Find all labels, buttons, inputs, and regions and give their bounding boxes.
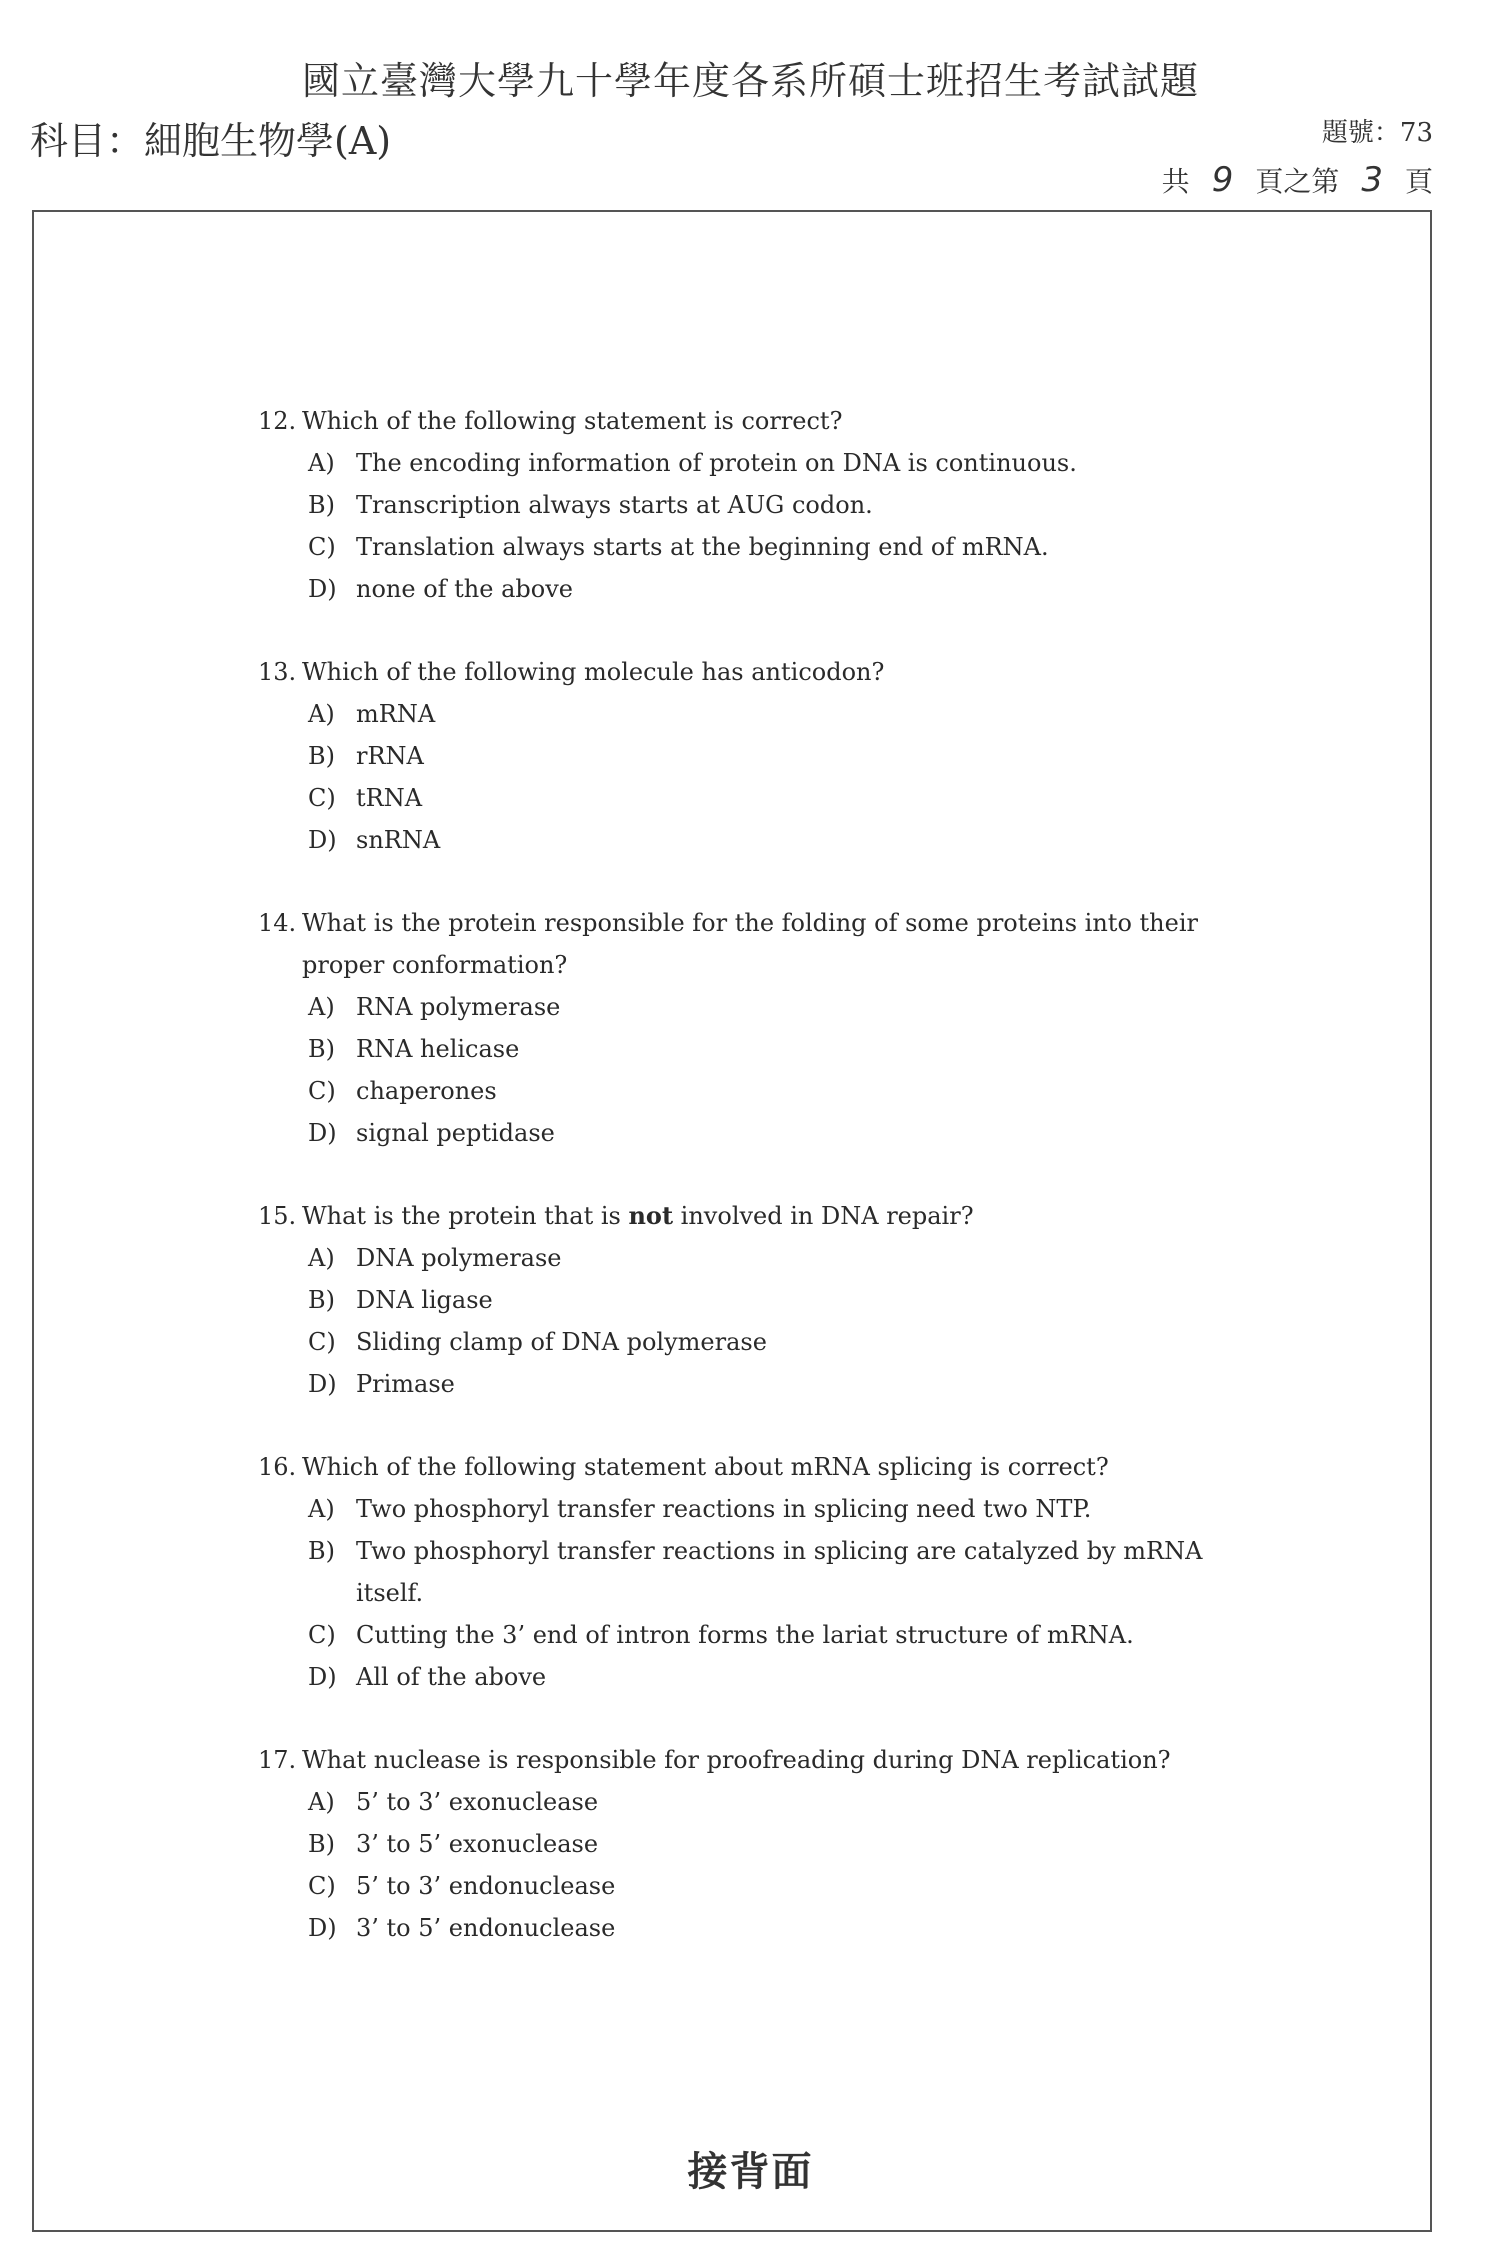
- option-label: C): [308, 1328, 336, 1356]
- option-label: D): [308, 1663, 337, 1691]
- option-label: C): [308, 1077, 336, 1105]
- question-number-label: 15.: [258, 1202, 297, 1230]
- page-total-prefix: 共: [1161, 165, 1190, 198]
- question-number-label: 16.: [258, 1453, 297, 1481]
- option-text: 3’ to 5’ endonuclease: [356, 1914, 616, 1942]
- option-text: Two phosphoryl transfer reactions in splicing need two NTP.: [356, 1495, 1092, 1523]
- option-label: A): [308, 993, 335, 1021]
- option-text: The encoding information of protein on DNA is continuous.: [356, 449, 1077, 477]
- option-text: Two phosphoryl transfer reactions in splicing are catalyzed by mRNA itself.: [356, 1537, 1203, 1607]
- option-label: B): [308, 742, 335, 770]
- option-label: B): [308, 1830, 335, 1858]
- option-b: [258, 484, 1258, 526]
- option-b: [258, 1028, 1258, 1070]
- option-c: [258, 1070, 1258, 1112]
- question-text: Which of the following statement about mRNA splicing is correct?: [302, 1453, 1109, 1481]
- page-suffix: 頁: [1404, 165, 1433, 198]
- option-text: 3’ to 5’ exonuclease: [356, 1830, 599, 1858]
- option-text: Translation always starts at the beginning end of mRNA.: [356, 533, 1049, 561]
- option-label: A): [308, 1244, 335, 1272]
- option-a: [258, 693, 1258, 735]
- page-total: 9: [1211, 160, 1234, 200]
- option-b: [258, 1279, 1258, 1321]
- option-text: tRNA: [356, 784, 423, 812]
- option-text: none of the above: [356, 575, 573, 603]
- page-mid: 頁之第: [1255, 165, 1340, 198]
- option-label: C): [308, 1621, 336, 1649]
- option-text: 5’ to 3’ endonuclease: [356, 1872, 616, 1900]
- option-text: Cutting the 3’ end of intron forms the lariat structure of mRNA.: [356, 1621, 1134, 1649]
- question-text-start: What is the protein that is: [302, 1202, 621, 1230]
- option-text: Sliding clamp of DNA polymerase: [356, 1328, 767, 1356]
- question-text: [302, 1195, 1258, 1237]
- option-b: [258, 1530, 1258, 1614]
- question-number-label: 14.: [258, 909, 297, 937]
- question-number-label: 13.: [258, 658, 297, 686]
- option-label: D): [308, 1914, 337, 1942]
- option-text: mRNA: [356, 700, 436, 728]
- option-label: A): [308, 1495, 335, 1523]
- question-14: [258, 902, 1258, 1154]
- option-text: snRNA: [356, 826, 441, 854]
- option-d: [258, 1656, 1258, 1698]
- question-text: What is the protein responsible for the folding of some proteins into their proper conformation?: [302, 909, 1198, 979]
- question-text-emphasis: not: [628, 1201, 674, 1230]
- option-label: B): [308, 1286, 335, 1314]
- option-label: A): [308, 1788, 335, 1816]
- option-text: All of the above: [356, 1663, 547, 1691]
- option-c: [258, 526, 1258, 568]
- subject-label: 科目：細胞生物學(A): [30, 119, 392, 163]
- option-text: Primase: [356, 1370, 455, 1398]
- option-d: [258, 1112, 1258, 1154]
- question-text: Which of the following statement is correct?: [302, 407, 843, 435]
- option-a: [258, 986, 1258, 1028]
- option-text: DNA ligase: [356, 1286, 493, 1314]
- option-d: [258, 1907, 1258, 1949]
- option-a: [258, 442, 1258, 484]
- question-13: [258, 651, 1258, 861]
- option-text: Transcription always starts at AUG codon.: [356, 491, 873, 519]
- option-label: D): [308, 575, 337, 603]
- option-label: D): [308, 1119, 337, 1147]
- exam-title: 國立臺灣大學九十學年度各系所碩士班招生考試試題: [301, 59, 1199, 103]
- question-12: [258, 400, 1258, 610]
- option-text: DNA polymerase: [356, 1244, 562, 1272]
- option-a: [258, 1488, 1258, 1530]
- option-text: chaperones: [356, 1077, 497, 1105]
- option-b: [258, 1823, 1258, 1865]
- option-a: [258, 1781, 1258, 1823]
- page-current: 3: [1361, 160, 1383, 200]
- option-label: D): [308, 1370, 337, 1398]
- option-label: A): [308, 449, 335, 477]
- question-text-end: involved in DNA repair?: [680, 1202, 974, 1230]
- question-text: Which of the following molecule has anticodon?: [302, 658, 885, 686]
- option-c: [258, 1865, 1258, 1907]
- question-16: [258, 1446, 1258, 1698]
- page-indicator: [1162, 160, 1433, 200]
- option-c: [258, 777, 1258, 819]
- option-label: B): [308, 491, 335, 519]
- option-label: B): [308, 1537, 335, 1565]
- question-number-label: 12.: [258, 407, 297, 435]
- option-d: [258, 568, 1258, 610]
- question-number-label: 17.: [258, 1746, 297, 1774]
- question-17: [258, 1739, 1258, 1949]
- question-list: [258, 400, 1258, 1990]
- option-text: signal peptidase: [356, 1119, 555, 1147]
- option-label: C): [308, 533, 336, 561]
- option-text: RNA polymerase: [356, 993, 561, 1021]
- option-label: C): [308, 1872, 336, 1900]
- option-text: rRNA: [356, 742, 424, 770]
- option-c: [258, 1614, 1258, 1656]
- option-b: [258, 735, 1258, 777]
- option-label: A): [308, 700, 335, 728]
- option-d: [258, 1363, 1258, 1405]
- option-label: B): [308, 1035, 335, 1063]
- option-text: 5’ to 3’ exonuclease: [356, 1788, 599, 1816]
- question-15: [258, 1195, 1258, 1405]
- option-label: C): [308, 784, 336, 812]
- option-c: [258, 1321, 1258, 1363]
- question-text: What nuclease is responsible for proofreading during DNA replication?: [302, 1746, 1171, 1774]
- continue-on-back-note: 接背面: [687, 2148, 814, 2195]
- option-d: [258, 819, 1258, 861]
- question-number: 題號：73: [1321, 118, 1433, 148]
- option-label: D): [308, 826, 337, 854]
- option-text: RNA helicase: [356, 1035, 520, 1063]
- option-a: [258, 1237, 1258, 1279]
